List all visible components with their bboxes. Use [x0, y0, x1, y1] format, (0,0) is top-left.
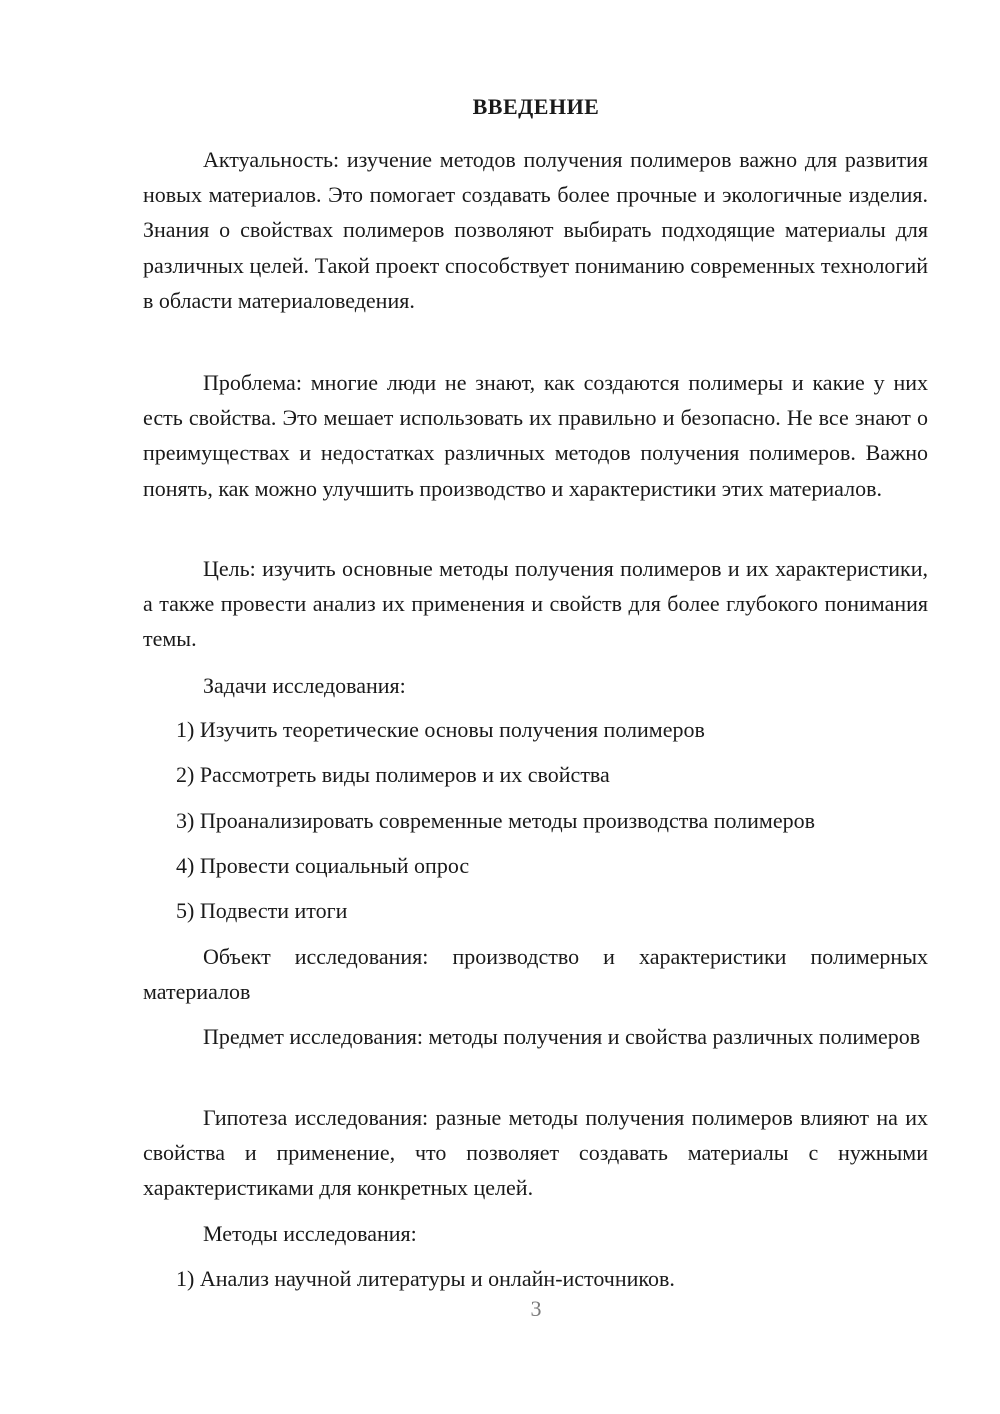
research-object-paragraph: Объект исследования: производство и характеристики полимерных материалов — [143, 944, 928, 1005]
task-item-5: 5) Подвести итоги — [176, 898, 348, 923]
problem-paragraph: Проблема: многие люди не знают, как создаются полимеры и какие у них есть свойства. Это мешает использовать их правильно и безопасно. Не все знают о преимуществах и недостатках различных методов получения полимеров. Важно понять, как можно улучшить производство и характеристики этих материалов. — [143, 370, 928, 501]
method-item-1: 1) Анализ научной литературы и онлайн-источников. — [176, 1266, 675, 1291]
task-item-2: 2) Рассмотреть виды полимеров и их свойства — [176, 762, 610, 787]
task-item-3: 3) Проанализировать современные методы производства полимеров — [176, 808, 815, 833]
page-number: 3 — [530, 1296, 542, 1321]
relevance-paragraph: Актуальность: изучение методов получения полимеров важно для развития новых материалов. Это помогает создавать более прочные и экологичные изделия. Знания о свойствах полимеров позволяют выбирать подходящие материалы для различных целей. Такой проект способствует пониманию современных технологий в области материаловедения. — [143, 147, 928, 313]
task-item-4: 4) Провести социальный опрос — [176, 853, 470, 878]
goal-paragraph: Цель: изучить основные методы получения полимеров и их характеристики, а также провести анализ их применения и свойств для более глубокого понимания темы. — [143, 556, 928, 652]
methods-heading: Методы исследования: — [203, 1221, 417, 1246]
page-title: ВВЕДЕНИЕ — [472, 94, 600, 119]
hypothesis-paragraph: Гипотеза исследования: разные методы получения полимеров влияют на их свойства и применение, что позволяет создавать материалы с нужными характеристиками для конкретных целей. — [143, 1105, 928, 1201]
tasks-heading: Задачи исследования: — [203, 673, 406, 698]
research-subject-paragraph: Предмет исследования: методы получения и свойства различных полимеров — [203, 1024, 921, 1049]
task-item-1: 1) Изучить теоретические основы получения полимеров — [176, 717, 705, 742]
